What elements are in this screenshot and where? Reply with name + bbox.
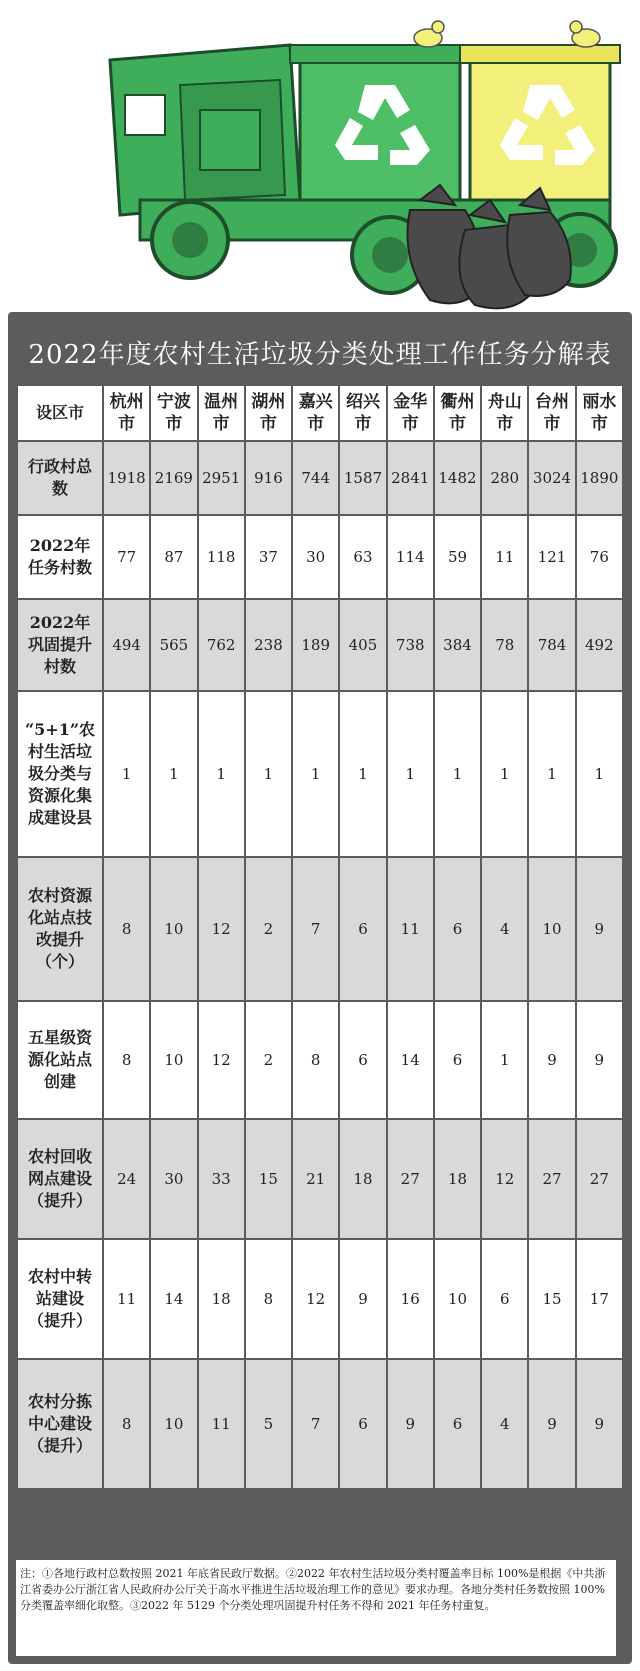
row-label: 2022年任务村数 [17, 515, 103, 599]
city-header: 台州市 [528, 385, 575, 441]
table-cell: 492 [576, 599, 623, 691]
table-cell: 15 [245, 1119, 292, 1239]
table-cell: 10 [434, 1239, 481, 1359]
table-cell: 18 [198, 1239, 245, 1359]
table-cell: 30 [292, 515, 339, 599]
table-cell: 10 [150, 857, 197, 1001]
table-cell: 6 [434, 1001, 481, 1119]
table-cell: 77 [103, 515, 150, 599]
table-cell: 8 [103, 1001, 150, 1119]
table-cell: 405 [339, 599, 386, 691]
footnote: 注：①各地行政村总数按照 2021 年底省民政厅数据。②2022 年农村生活垃圾分类村覆盖率目标 100%是根据《中共浙江省委办公厅浙江省人民政府办公厅关于高水平推进生活垃圾治理工作的意见》要求办理。各地分类村任务数按照 100%分类覆盖率细化取整。③2022 年 5129 个分类处理巩固提升村任务不得和 2021 年任务村重复。 [16, 1560, 616, 1656]
table-cell: 1 [387, 691, 434, 857]
table-cell: 1482 [434, 441, 481, 515]
table-cell: 114 [387, 515, 434, 599]
table-cell: 744 [292, 441, 339, 515]
city-header: 湖州市 [245, 385, 292, 441]
table-cell: 9 [576, 857, 623, 1001]
table-row [17, 1001, 623, 1119]
table-cell: 37 [245, 515, 292, 599]
table-cell: 12 [198, 857, 245, 1001]
table-cell: 238 [245, 599, 292, 691]
table-cell: 1 [528, 691, 575, 857]
table-cell: 2841 [387, 441, 434, 515]
row-label: 2022年巩固提升村数 [17, 599, 103, 691]
table-cell: 8 [103, 1359, 150, 1489]
row-label: 五星级资源化站点创建 [17, 1001, 103, 1119]
wheel-icon [152, 202, 228, 278]
table-cell: 10 [150, 1359, 197, 1489]
city-header: 舟山市 [481, 385, 528, 441]
table-cell: 7 [292, 1359, 339, 1489]
table-cell: 916 [245, 441, 292, 515]
table-cell: 11 [198, 1359, 245, 1489]
table-cell: 14 [387, 1001, 434, 1119]
table-cell: 2169 [150, 441, 197, 515]
table-cell: 59 [434, 515, 481, 599]
table-cell: 21 [292, 1119, 339, 1239]
row-label: 农村中转站建设（提升） [17, 1239, 103, 1359]
yellow-bin [460, 45, 620, 205]
table-cell: 6 [339, 857, 386, 1001]
table-cell: 494 [103, 599, 150, 691]
table-cell: 1890 [576, 441, 623, 515]
table-row [17, 1119, 623, 1239]
table-cell: 18 [339, 1119, 386, 1239]
table-cell: 8 [292, 1001, 339, 1119]
table-cell: 384 [434, 599, 481, 691]
city-header: 绍兴市 [339, 385, 386, 441]
table-cell: 121 [528, 515, 575, 599]
table-cell: 30 [150, 1119, 197, 1239]
table-cell: 6 [339, 1359, 386, 1489]
table-cell: 76 [576, 515, 623, 599]
table-row [17, 1359, 623, 1489]
row-label: 农村回收网点建设（提升） [17, 1119, 103, 1239]
table-cell: 738 [387, 599, 434, 691]
table-cell: 280 [481, 441, 528, 515]
table-cell: 12 [198, 1001, 245, 1119]
table-cell: 8 [245, 1239, 292, 1359]
table-cell: 1 [434, 691, 481, 857]
city-header: 衢州市 [434, 385, 481, 441]
table-cell: 1 [198, 691, 245, 857]
table-cell: 11 [103, 1239, 150, 1359]
table-cell: 24 [103, 1119, 150, 1239]
table-cell: 118 [198, 515, 245, 599]
city-header: 杭州市 [103, 385, 150, 441]
table-cell: 784 [528, 599, 575, 691]
city-header: 嘉兴市 [292, 385, 339, 441]
table-row [17, 599, 623, 691]
truck-cab [110, 45, 300, 215]
row-label: 农村资源化站点技改提升（个） [17, 857, 103, 1001]
garbage-truck-illustration [0, 0, 640, 320]
table-cell: 15 [528, 1239, 575, 1359]
table-cell: 1 [481, 691, 528, 857]
table-cell: 2951 [198, 441, 245, 515]
table-row [17, 441, 623, 515]
city-header: 金华市 [387, 385, 434, 441]
table-row [17, 1239, 623, 1359]
table-cell: 27 [576, 1119, 623, 1239]
row-label: 农村分拣中心建设（提升） [17, 1359, 103, 1489]
table-cell: 1 [576, 691, 623, 857]
table-cell: 63 [339, 515, 386, 599]
table-cell: 762 [198, 599, 245, 691]
table-cell: 9 [528, 1359, 575, 1489]
table-cell: 18 [434, 1119, 481, 1239]
city-header: 温州市 [198, 385, 245, 441]
table-cell: 33 [198, 1119, 245, 1239]
table-cell: 9 [576, 1001, 623, 1119]
table-cell: 12 [292, 1239, 339, 1359]
task-table [16, 384, 624, 1490]
table-cell: 1 [103, 691, 150, 857]
table-cell: 4 [481, 857, 528, 1001]
table-cell: 17 [576, 1239, 623, 1359]
table-cell: 1 [481, 1001, 528, 1119]
header-label: 设区市 [17, 385, 103, 441]
row-label: “5+1”农村生活垃圾分类与资源化集成建设县 [17, 691, 103, 857]
table-cell: 4 [481, 1359, 528, 1489]
table-cell: 87 [150, 515, 197, 599]
table-cell: 9 [528, 1001, 575, 1119]
table-cell: 11 [481, 515, 528, 599]
table-cell: 27 [528, 1119, 575, 1239]
table-cell: 8 [103, 857, 150, 1001]
table-cell: 565 [150, 599, 197, 691]
task-table-frame [8, 312, 632, 1664]
row-label: 行政村总数 [17, 441, 103, 515]
table-cell: 189 [292, 599, 339, 691]
table-cell: 1918 [103, 441, 150, 515]
bird-icon [570, 21, 600, 47]
table-cell: 7 [292, 857, 339, 1001]
table-cell: 6 [339, 1001, 386, 1119]
table-cell: 9 [387, 1359, 434, 1489]
table-cell: 10 [150, 1001, 197, 1119]
table-cell: 14 [150, 1239, 197, 1359]
table-title: 2022年度农村生活垃圾分类处理工作任务分解表 [28, 339, 612, 370]
bird-icon [414, 21, 444, 47]
table-cell: 27 [387, 1119, 434, 1239]
city-header: 丽水市 [576, 385, 623, 441]
table-cell: 1587 [339, 441, 386, 515]
green-bin [290, 45, 470, 205]
table-row [17, 515, 623, 599]
table-cell: 6 [434, 857, 481, 1001]
table-cell: 1 [150, 691, 197, 857]
table-cell: 9 [576, 1359, 623, 1489]
table-cell: 6 [481, 1239, 528, 1359]
city-header: 宁波市 [150, 385, 197, 441]
table-cell: 2 [245, 1001, 292, 1119]
table-cell: 9 [339, 1239, 386, 1359]
table-cell: 2 [245, 857, 292, 1001]
table-row [17, 857, 623, 1001]
header-row [17, 385, 623, 441]
table-cell: 6 [434, 1359, 481, 1489]
table-cell: 12 [481, 1119, 528, 1239]
table-cell: 11 [387, 857, 434, 1001]
table-cell: 78 [481, 599, 528, 691]
table-cell: 16 [387, 1239, 434, 1359]
table-cell: 1 [292, 691, 339, 857]
table-cell: 5 [245, 1359, 292, 1489]
table-cell: 1 [339, 691, 386, 857]
table-row [17, 691, 623, 857]
table-cell: 3024 [528, 441, 575, 515]
table-cell: 10 [528, 857, 575, 1001]
table-cell: 1 [245, 691, 292, 857]
